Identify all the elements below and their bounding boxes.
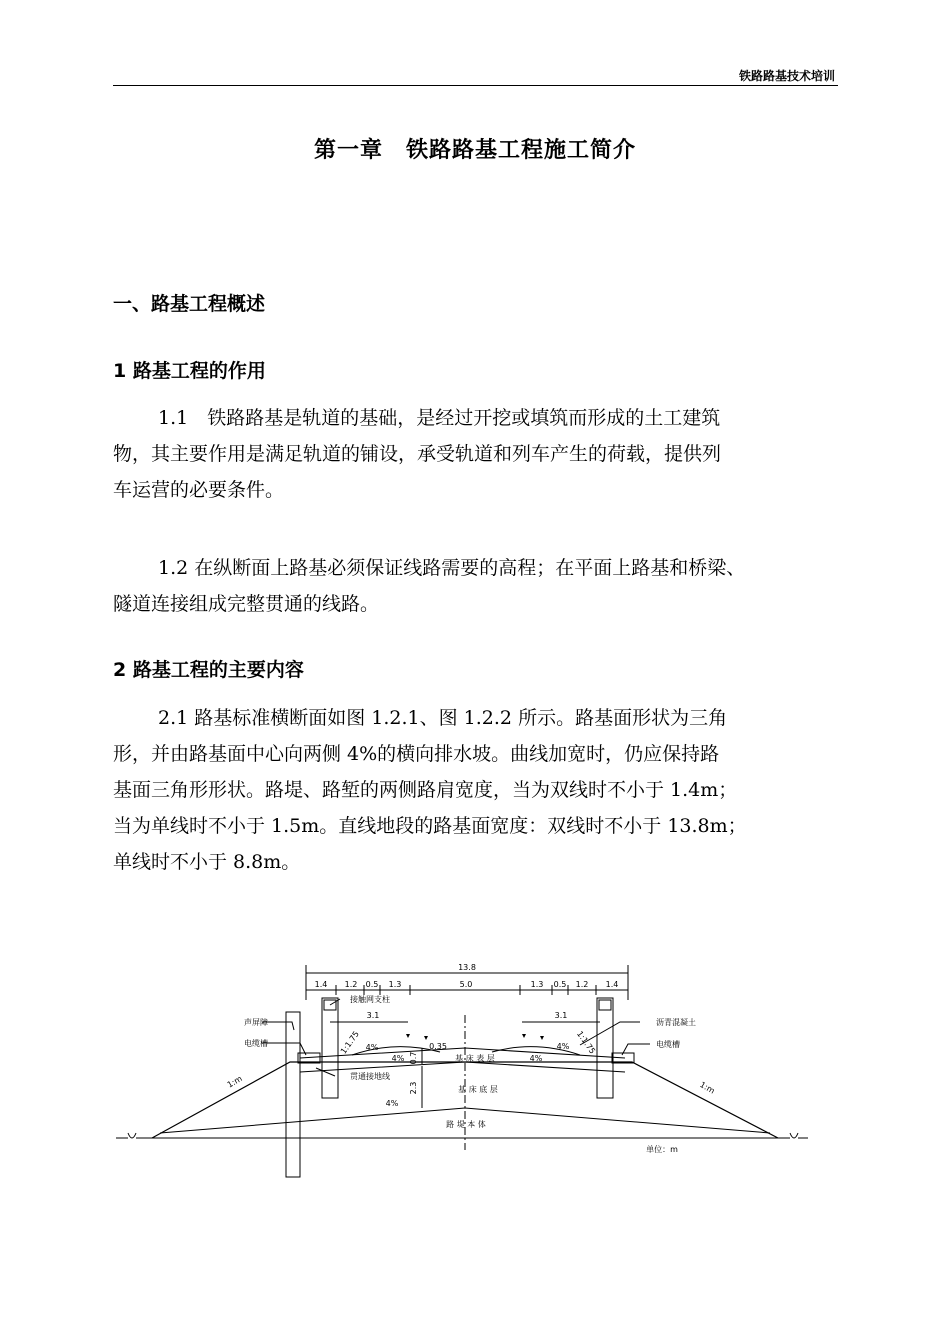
dim-segment-label: 0.5	[553, 980, 567, 989]
ground-break-left	[128, 1133, 136, 1138]
dim-07-label: 0.7	[409, 1051, 418, 1065]
paragraph-line: 车运营的必要条件。	[113, 479, 285, 501]
leader-ground-wire	[316, 1068, 335, 1076]
ground-break-right	[790, 1133, 798, 1138]
paragraph-line: 1.1 铁路路基是轨道的基础，是经过开挖或填筑而形成的土工建筑	[158, 407, 721, 429]
sound-barrier-label: 声屏障	[244, 1018, 268, 1027]
catenary-mast-right	[597, 998, 613, 1098]
asphalt-label: 沥青混凝土	[656, 1018, 696, 1027]
paragraph-line: 隧道连接组成完整贯通的线路。	[113, 593, 380, 615]
dim-segment-label: 1.4	[314, 980, 328, 989]
dim-31-right-label: 3.1	[554, 1011, 568, 1020]
paragraph-line: 1.2 在纵断面上路基必须保证线路需要的高程；在平面上路基和桥梁、	[158, 557, 746, 579]
rail-marker	[424, 1036, 428, 1040]
dim-segment-label: 1.3	[388, 980, 402, 989]
paragraph-line: 单线时不小于 8.8m。	[113, 851, 301, 873]
unit-label: 单位：m	[646, 1145, 678, 1154]
rail-marker	[540, 1036, 544, 1040]
cable-trough-left-label: 电缆槽	[244, 1039, 268, 1048]
section-heading-overview: 一、路基工程概述	[113, 293, 266, 315]
cross-slope-label: 4%	[385, 1099, 399, 1108]
dim-segment-label: 0.5	[365, 980, 379, 989]
surface-layer-bottom	[300, 1062, 625, 1072]
dim-035-label: 0.35	[429, 1042, 447, 1051]
cross-slope-label: 4%	[556, 1042, 570, 1051]
chapter-title: 第一章 铁路路基工程施工简介	[313, 138, 636, 163]
surface-layer-label: 基 床 表 层	[455, 1054, 495, 1063]
slope-label: 1:m	[698, 1080, 717, 1096]
slope-label: 1:m	[225, 1074, 244, 1090]
cross-slope-label: 4%	[365, 1043, 379, 1052]
subsection-heading-content: 2 路基工程的主要内容	[113, 659, 304, 681]
cross-slope-label: 4%	[391, 1054, 405, 1063]
sound-barrier-post	[286, 1012, 300, 1177]
subsection-heading-function: 1 路基工程的作用	[113, 360, 266, 382]
embankment-body-label: 路 堤 本 体	[446, 1120, 486, 1129]
dim-segment-label: 5.0	[459, 980, 473, 989]
slope-label: 1:1.75	[338, 1029, 361, 1056]
paragraph-line: 2.1 路基标准横断面如图 1.2.1、图 1.2.2 所示。路基面形状为三角	[158, 707, 728, 729]
dim-segment-label: 1.2	[575, 980, 589, 989]
paragraph-line: 基面三角形形状。路堤、路堑的两侧路肩宽度，当为双线时不小于 1.4m；	[113, 779, 738, 801]
paragraph-line: 形，并由路基面中心向两侧 4%的横向排水坡。曲线加宽时，仍应保持路	[113, 743, 720, 765]
dim-segment-label: 1.2	[344, 980, 358, 989]
paragraph-line: 当为单线时不小于 1.5m。直线地段的路基面宽度：双线时不小于 13.8m；	[113, 815, 747, 837]
catenary-mast-left	[322, 998, 338, 1098]
bottom-layer-label: 基 床 底 层	[458, 1085, 498, 1094]
dim-total-label: 13.8	[458, 963, 476, 972]
slope-label: 1:1.75	[575, 1029, 598, 1056]
mast-cap-right	[599, 1000, 611, 1010]
dim-23-label: 2.3	[409, 1081, 418, 1095]
cable-trough-right-label: 电缆槽	[656, 1040, 680, 1049]
cross-slope-label: 4%	[529, 1054, 543, 1063]
rail-marker	[406, 1034, 410, 1038]
paragraph-line: 物，其主要作用是满足轨道的铺设，承受轨道和列车产生的荷载，提供列	[113, 443, 722, 465]
dim-segment-label: 1.4	[605, 980, 619, 989]
dim-segment-label: 1.3	[530, 980, 544, 989]
dim-31-left-label: 3.1	[366, 1011, 380, 1020]
ground-wire-label: 贯通接地线	[350, 1072, 390, 1081]
rail-marker	[522, 1034, 526, 1038]
running-header: 铁路路基技术培训	[738, 69, 835, 83]
catenary-label: 接触网支柱	[350, 995, 390, 1004]
